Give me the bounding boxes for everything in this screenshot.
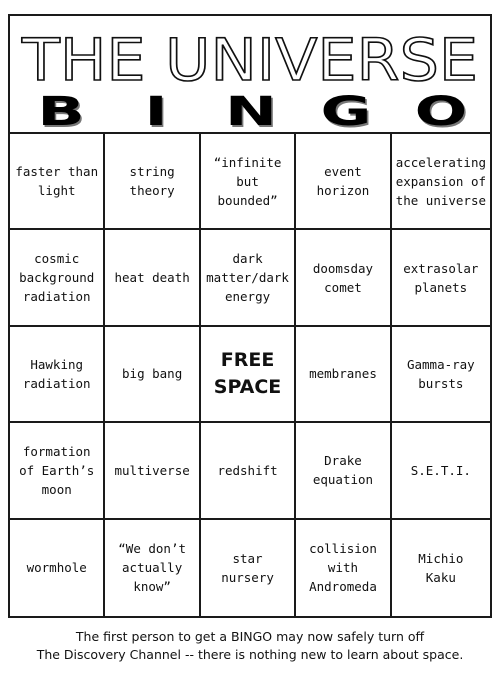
bingo-cell: heat death — [105, 230, 200, 326]
bingo-cell: membranes — [296, 327, 391, 423]
bingo-cell: collision with Andromeda — [296, 520, 391, 616]
bingo-cell: Gamma-ray bursts — [392, 327, 490, 423]
bingo-cell: doomsday comet — [296, 230, 391, 326]
card-header — [10, 16, 490, 134]
bingo-cell: cosmic background radiation — [10, 230, 105, 326]
bingo-cell: big bang — [105, 327, 200, 423]
bingo-cell: accelerating expansion of the universe — [392, 134, 490, 230]
free-space-cell: FREE SPACE — [201, 327, 296, 423]
bingo-cell: S.E.T.I. — [392, 423, 490, 519]
bingo-cell: dark matter/dark energy — [201, 230, 296, 326]
bingo-cell: faster than light — [10, 134, 105, 230]
bingo-letter-n: N — [225, 89, 277, 135]
bingo-cell: wormhole — [10, 520, 105, 616]
footer-line-1: The first person to get a BINGO may now safely turn off — [75, 629, 425, 644]
bingo-cell: Michio Kaku — [418, 550, 464, 585]
page-title: THE UNIVERSE — [20, 26, 479, 92]
bingo-heading — [18, 89, 484, 135]
bingo-cell: string theory — [105, 134, 200, 230]
bingo-cell: Hawking radiation — [10, 327, 105, 423]
title-logo — [10, 16, 490, 92]
bingo-letter-b: B — [37, 89, 85, 135]
bingo-letter-i: I — [144, 89, 168, 135]
bingo-cell: Drake equation — [296, 423, 391, 519]
footer-caption — [0, 628, 500, 664]
bingo-cell: multiverse — [105, 423, 200, 519]
bingo-cell: formation of Earth’s moon — [10, 423, 105, 519]
bingo-cell: “infinite but bounded” — [201, 134, 296, 230]
footer-line-2: The Discovery Channel -- there is nothing new to learn about space. — [36, 647, 464, 662]
bingo-cell: redshift — [201, 423, 296, 519]
bingo-letter-o: O — [414, 89, 468, 135]
bingo-letter-g: G — [320, 89, 372, 135]
bingo-card — [8, 14, 492, 618]
bingo-cell: extrasolar planets — [392, 230, 490, 326]
bingo-grid — [10, 134, 490, 616]
bingo-cell: star nursery — [201, 520, 296, 616]
bingo-cell: “We don’t actually know” — [105, 520, 200, 616]
bingo-cell: event horizon — [296, 134, 391, 230]
